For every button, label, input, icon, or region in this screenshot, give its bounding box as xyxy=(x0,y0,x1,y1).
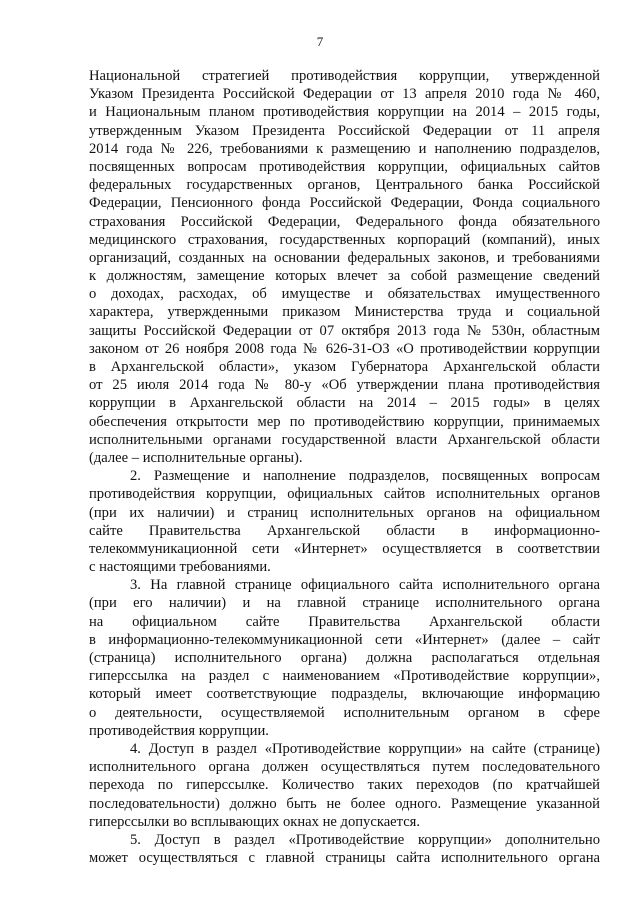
text-line: к должностям, замещение которых влечет за собой размещение сведений xyxy=(89,268,600,285)
text-line: (при их наличии) и страниц исполнительных органов на официальном xyxy=(89,504,600,521)
text-line: с настоящими требованиями. xyxy=(89,559,271,576)
text-line: сайте Правительства Архангельской области в информационно- xyxy=(89,522,600,539)
text-line: 2014 года № 226, требованиями к размещению и наполнению подразделов, xyxy=(89,140,600,157)
text-line: защиты Российской Федерации от 07 октября 2013 года № 530н, областным xyxy=(89,322,600,339)
paragraph-first-line: 3. На главной странице официального сайта исполнительного органа xyxy=(130,577,600,594)
text-line: на официальном сайте Правительства Архангельской области xyxy=(89,613,600,630)
text-line: организаций, созданных на основании федеральных законов, и требованиями xyxy=(89,249,600,266)
text-line: противодействия коррупции, официальных сайтов исполнительных органов xyxy=(89,486,600,503)
text-line: коррупции в Архангельской области на 2014 – 2015 годы» в целях xyxy=(89,395,600,412)
text-line: последовательности) должно быть не более одного. Размещение указанной xyxy=(89,795,600,812)
text-line: (далее – исполнительные органы). xyxy=(89,449,303,466)
text-line: перехода по гиперссылке. Количество таких переходов (по кратчайшей xyxy=(89,777,600,794)
text-line: исполнительными органами государственной власти Архангельской области xyxy=(89,431,600,448)
paragraph-first-line: 4. Доступ в раздел «Противодействие коррупции» на сайте (странице) xyxy=(130,740,600,757)
paragraph-first-line: 2. Размещение и наполнение подразделов, посвященных вопросам xyxy=(130,468,600,485)
text-line: (страница) исполнительного органа) должна располагаться отдельная xyxy=(89,650,600,666)
text-line: телекоммуникационной сети «Интернет» осуществляется в соответствии xyxy=(89,540,600,557)
text-line: медицинского страхования, государственных корпораций (компаний), иных xyxy=(89,231,600,248)
text-line: о доходах, расходах, об имуществе и обязательствах имущественного xyxy=(89,286,600,303)
text-line: характера, утвержденными приказом Министерства труда и социальной xyxy=(89,304,600,321)
text-line: и Национальным планом противодействия коррупции на 2014 – 2015 годы, xyxy=(89,104,600,121)
text-line: противодействия коррупции. xyxy=(89,722,269,739)
text-line: обеспечения открытости мер по противодействию коррупции, принимаемых xyxy=(89,413,600,430)
document-body xyxy=(89,67,600,867)
text-line: который имеет соответствующие подразделы, включающие информацию xyxy=(89,686,600,703)
text-line: исполнительного органа должен осуществляться путем последовательного xyxy=(89,759,600,776)
text-line: законом от 26 ноября 2008 года № 626-31-ОЗ «О противодействии коррупции xyxy=(89,340,600,357)
text-line: федеральных государственных органов, Центрального банка Российской xyxy=(89,177,600,194)
text-line: посвященных вопросам противодействия коррупции, официальных сайтов xyxy=(89,158,600,175)
text-line: гиперссылка на раздел с наименованием «Противодействие коррупции», xyxy=(89,668,600,685)
text-line: может осуществляться с главной страницы сайта исполнительного органа xyxy=(89,850,600,867)
text-line: от 25 июля 2014 года № 80-у «Об утверждении плана противодействия xyxy=(89,377,600,394)
text-line: Национальной стратегией противодействия коррупции, утвержденной xyxy=(89,68,600,84)
text-line: Федерации, Пенсионного фонда Российской Федерации, Фонда социального xyxy=(89,195,600,212)
text-line: в информационно-телекоммуникационной сети «Интернет» (далее – сайт xyxy=(89,631,600,648)
text-line: страхования Российской Федерации, Федерального фонда обязательного xyxy=(89,213,600,230)
text-line: Указом Президента Российской Федерации от 13 апреля 2010 года № 460, xyxy=(89,86,600,103)
text-line: (при его наличии) и на главной странице исполнительного органа xyxy=(89,595,600,612)
text-line: утвержденным Указом Президента Российской Федерации от 11 апреля xyxy=(89,122,600,139)
text-line: в Архангельской области», указом Губернатора Архангельской области xyxy=(89,359,600,375)
paragraph-first-line: 5. Доступ в раздел «Противодействие коррупции» дополнительно xyxy=(130,831,600,848)
page-number: 7 xyxy=(316,34,324,49)
text-line: о деятельности, осуществляемой исполнительным органом в сфере xyxy=(89,704,600,721)
text-line: гиперссылки во всплывающих окнах не допускается. xyxy=(89,813,421,830)
